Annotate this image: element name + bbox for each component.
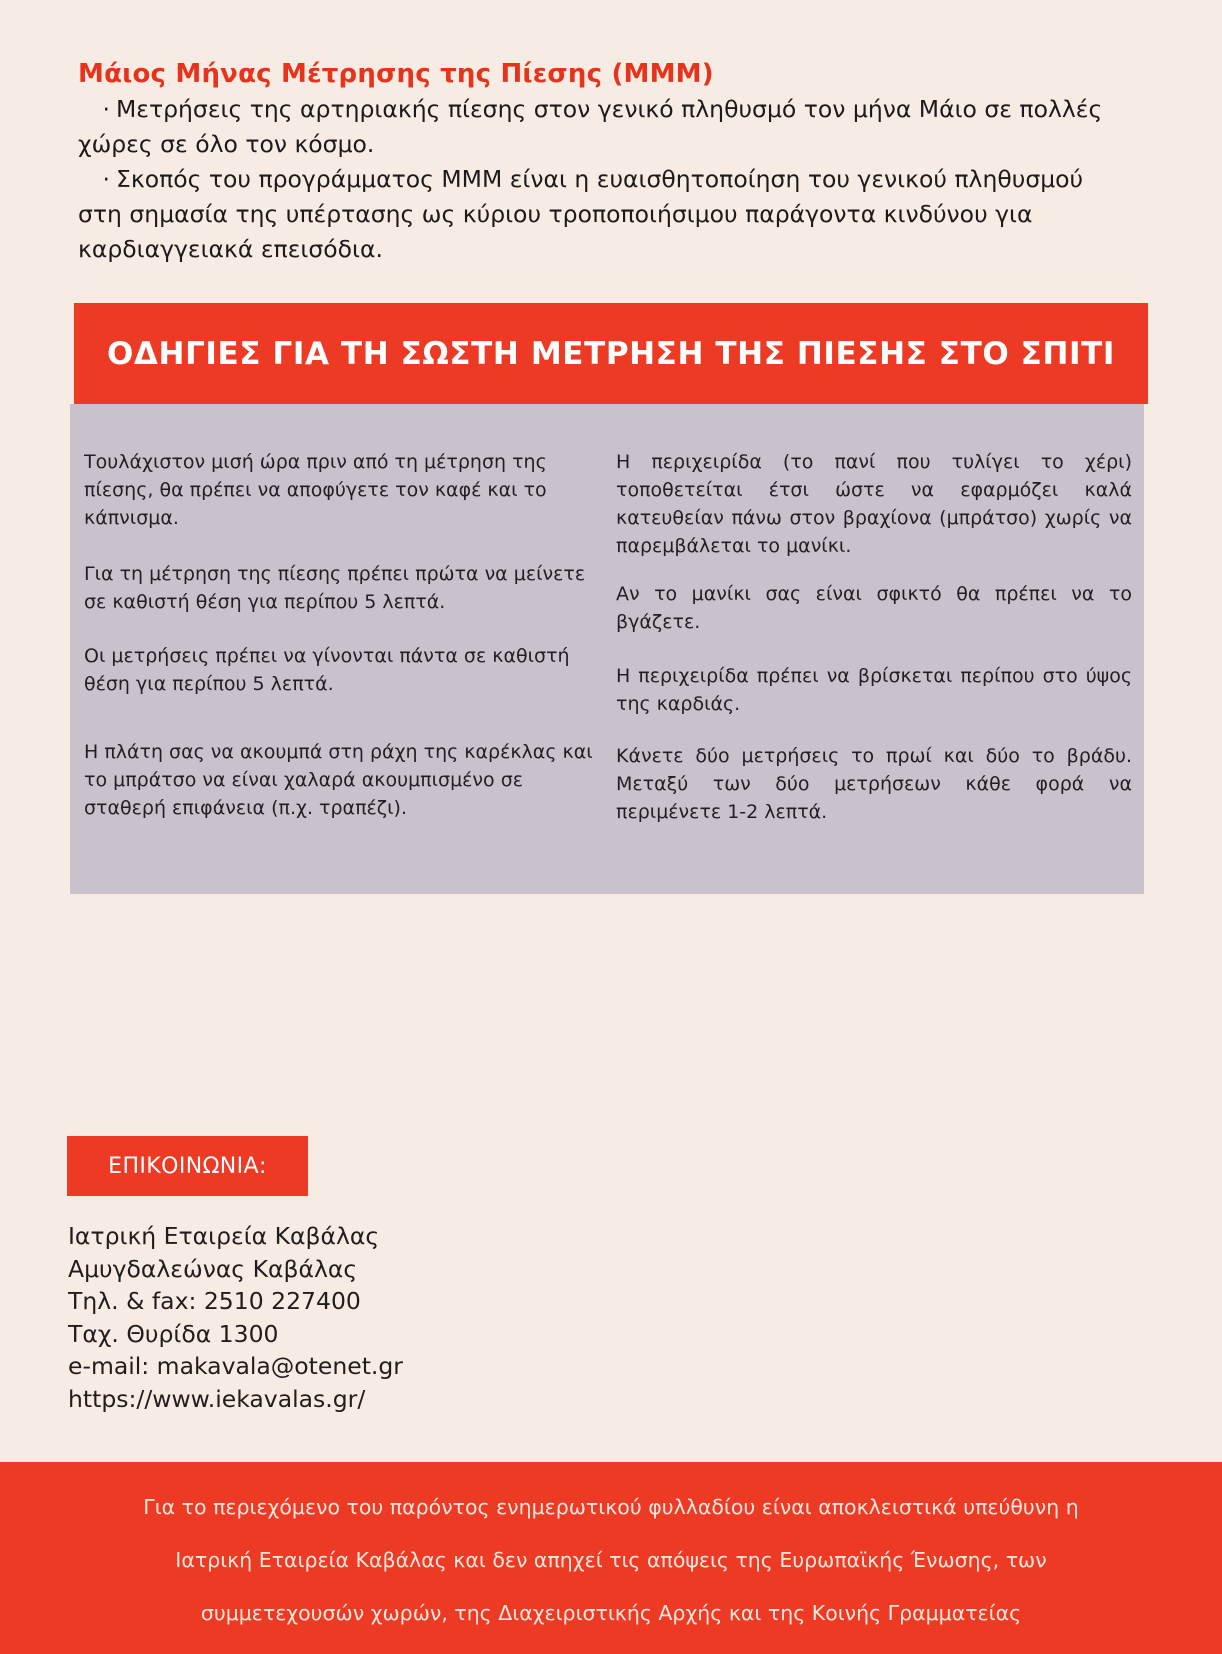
instructions-left-column — [84, 448, 608, 894]
contact-website[interactable]: https://www.iekavalas.gr/ — [68, 1384, 366, 1413]
disclaimer-line: Ιατρική Εταιρεία Καβάλας και δεν απηχεί τις απόψεις της Ευρωπαϊκής Ένωσης, των — [175, 1547, 1047, 1572]
disclaimer-footer — [0, 1462, 1222, 1654]
instruction-item: Για τη μέτρηση της πίεσης πρέπει πρώτα να μείνετε σε καθιστή θέση για περίπου 5 λεπτά. — [84, 563, 586, 613]
instruction-item: Αν το μανίκι σας είναι σφικτό θα πρέπει να το βγάζετε. — [616, 583, 1132, 633]
contact-address: Αμυγδαλεώνας Καβάλας — [68, 1254, 358, 1283]
intro-section — [78, 56, 1108, 267]
instructions-right-column — [608, 448, 1132, 894]
contact-phone: Τηλ. & fax: 2510 227400 — [68, 1287, 361, 1315]
contact-email[interactable]: e-mail: makavala@otenet.gr — [68, 1352, 403, 1380]
contact-details — [68, 1220, 403, 1415]
intro-bullet — [78, 162, 1108, 267]
intro-bullet-text: Μετρήσεις της αρτηριακής πίεσης στον γενικό πληθυσμό τον μήνα Μάιο σε πολλές χώρες σε όλο τον κόσμο. — [78, 95, 1103, 158]
instruction-item: Τουλάχιστον μισή ώρα πριν από τη μέτρηση της πίεσης, θα πρέπει να αποφύγετε τον καφέ και το κάπνισμα. — [84, 451, 547, 529]
instruction-item: Η περιχειρίδα (το πανί που τυλίγει το χέρι) τοποθετείται έτσι ώστε να εφαρμόζει καλά κατευθείαν πάνω στον βραχίονα (μπράτσο) χωρίς να παρεμβάλεται το μανίκι. — [616, 451, 1132, 557]
intro-bullet-text: Σκοπός του προγράμματος ΜΜΜ είναι η ευαισθητοποίηση του γενικού πληθυσμού στη σημασία της υπέρτασης ως κύριου τροποποιήσιμου παράγοντα κινδύνου για καρδιαγγειακά επεισόδια. — [78, 165, 1084, 263]
instructions-banner — [74, 303, 1148, 404]
instructions-title: ΟΔΗΓΙΕΣ ΓΙΑ ΤΗ ΣΩΣΤΗ ΜΕΤΡΗΣΗ ΤΗΣ ΠΙΕΣΗΣ ΣΤΟ ΣΠΙΤΙ — [106, 335, 1116, 372]
instruction-item: Κάνετε δύο μετρήσεις το πρωί και δύο το βράδυ. Μεταξύ των δύο μετρήσεων κάθε φορά να περιμένετε 1-2 λεπτά. — [616, 745, 1132, 823]
instruction-item: Η πλάτη σας να ακουμπά στη ράχη της καρέκλας και το μπράτσο να είναι χαλαρά ακουμπισμένο σε σταθερή επιφάνεια (π.χ. τραπέζι). — [84, 741, 593, 819]
bullet-dot-icon: · — [102, 165, 110, 193]
disclaimer-line: Για το περιεχόμενο του παρόντος ενημερωτικού φυλλαδίου είναι αποκλειστικά υπεύθυνη η — [143, 1494, 1079, 1519]
contact-po-box: Ταχ. Θυρίδα 1300 — [68, 1319, 279, 1348]
intro-heading: Μάιος Μήνας Μέτρησης της Πίεσης (ΜΜΜ) — [78, 59, 714, 89]
instruction-item: Οι μετρήσεις πρέπει να γίνονται πάντα σε καθιστή θέση για περίπου 5 λεπτά. — [84, 645, 570, 695]
instructions-panel — [70, 404, 1144, 894]
contact-label: ΕΠΙΚΟΙΝΩΝΙΑ: — [67, 1136, 308, 1196]
contact-organization: Ιατρική Εταιρεία Καβάλας — [68, 1222, 380, 1250]
disclaimer-line: συμμετεχουσών χωρών, της Διαχειριστικής Αρχής και της Κοινής Γραμματείας — [200, 1600, 1022, 1625]
instruction-item: Η περιχειρίδα πρέπει να βρίσκεται περίπου στο ύψος της καρδιάς. — [616, 665, 1132, 715]
bullet-dot-icon: · — [102, 95, 110, 123]
intro-bullet — [78, 92, 1108, 162]
